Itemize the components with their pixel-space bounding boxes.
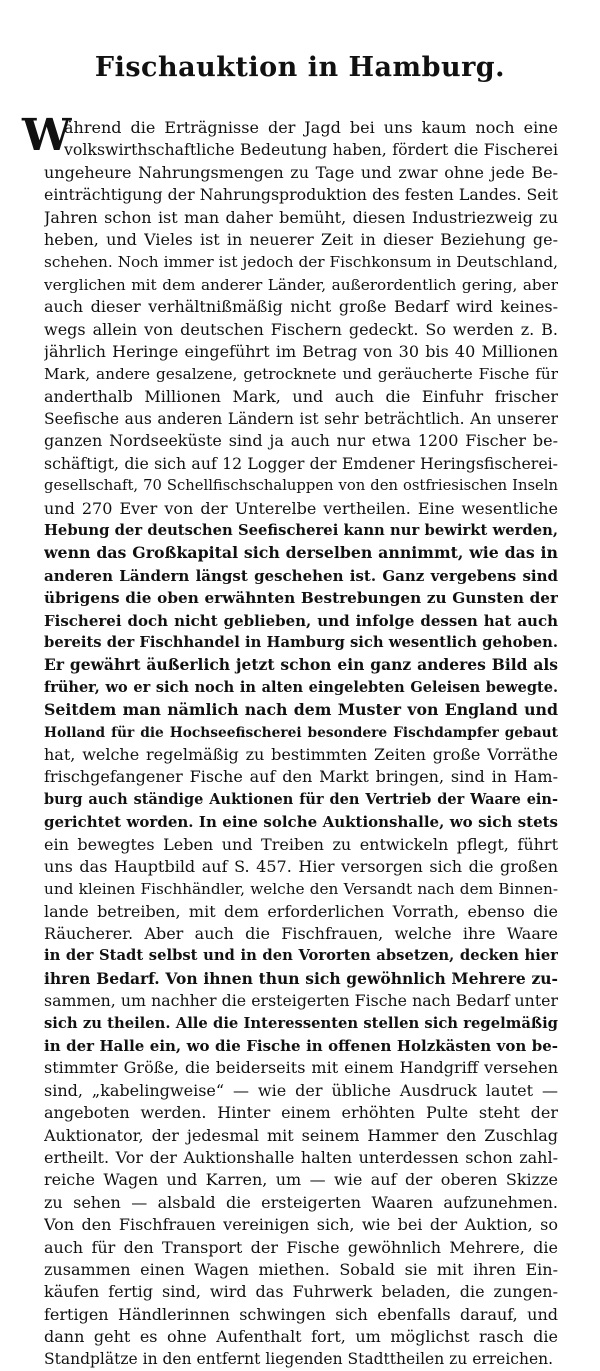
text-line: dann geht es ohne Aufenthalt fort, um möglichst rasch die: [44, 1327, 558, 1347]
text-line: schehen. Noch immer ist jedoch der Fischkonsum in Deutschland,: [44, 253, 558, 272]
text-line: bereits der Fischhandel in Hamburg sich wesentlich gehoben.: [44, 633, 558, 651]
text-line: schäftigt, die sich auf 12 Logger der Emdener Heringsfischerei-: [44, 453, 558, 473]
article-title: Fischauktion in Hamburg.: [94, 52, 506, 83]
text-line: fertigen Händlerinnen schwingen sich ebenfalls darauf, und: [44, 1304, 558, 1324]
text-line: Von den Fischfrauen vereinigen sich, wie bei der Auktion, so: [44, 1215, 558, 1235]
text-line: zusammen einen Wagen miethen. Sobald sie mit ihren Ein-: [44, 1259, 558, 1279]
text-line: ertheilt. Vor der Auktionshalle halten unterdessen schon zahl-: [44, 1147, 558, 1167]
text-line: sammen, um nachher die ersteigerten Fische nach Bedarf unter: [44, 991, 558, 1011]
text-line: Seitdem man nämlich nach dem Muster von England und: [44, 700, 558, 720]
text-line: ganzen Nordseeküste sind ja auch nur etwa 1200 Fischer be-: [44, 431, 558, 451]
text-line: und kleinen Fischhändler, welche den Versandt nach dem Binnen-: [44, 880, 558, 899]
text-line: sind, „kabelingweise“ — wie der übliche Ausdruck lautet —: [44, 1080, 558, 1100]
text-line: Holland für die Hochseefischerei besondere Fischdampfer gebaut: [44, 724, 558, 741]
text-line: ährend die Erträgnisse der Jagd bei uns kaum noch eine: [64, 118, 558, 137]
text-line: jährlich Heringe eingeführt im Betrag von 30 bis 40 Millionen: [44, 341, 558, 361]
text-line: Seefische aus anderen Ländern ist sehr beträchtlich. An unserer: [44, 410, 558, 429]
text-line: wegs allein von deutschen Fischern gedeckt. So werden z. B.: [44, 319, 558, 339]
text-line: wenn das Großkapital sich derselben annimmt, wie das in: [44, 543, 558, 563]
text-line: anderen Ländern längst geschehen ist. Ganz vergebens sind: [44, 566, 558, 585]
text-line: übrigens die oben erwähnten Bestrebungen zu Gunsten der: [44, 589, 558, 608]
text-line: heben, und Vieles ist in neuerer Zeit in dieser Beziehung ge-: [44, 229, 558, 249]
text-line: zu sehen — alsbald die ersteigerten Waaren aufzunehmen.: [44, 1192, 558, 1212]
text-line: in der Halle ein, wo die Fische in offenen Holzkästen von be-: [44, 1037, 558, 1056]
text-line: Jahren schon ist man daher bemüht, diesen Industriezweig zu: [44, 207, 558, 227]
drop-cap-initial: W: [22, 110, 72, 161]
text-line: gerichtet worden. In eine solche Auktionshalle, wo sich stets: [44, 813, 558, 832]
text-line: auch dieser verhältnißmäßig nicht große Bedarf wird keines-: [44, 297, 558, 317]
text-line: uns das Hauptbild auf S. 457. Hier versorgen sich die großen: [44, 856, 558, 876]
text-line: sich zu theilen. Alle die Interessenten stellen sich regelmäßig: [44, 1014, 558, 1032]
text-line: Fischerei doch nicht geblieben, und infolge dessen hat auch: [44, 611, 558, 630]
text-line: einträchtigung der Nahrungsproduktion des festen Landes. Seit: [44, 185, 558, 205]
text-line: früher, wo er sich noch in alten eingelebten Geleisen bewegte.: [44, 678, 558, 696]
text-line: und 270 Ever von der Unterelbe vertheilen. Eine wesentliche: [44, 498, 558, 518]
text-line: Hebung der deutschen Seefischerei kann nur bewirkt werden,: [44, 522, 558, 540]
text-line: Standplätze in den entfernt liegenden Stadttheilen zu erreichen.: [44, 1350, 554, 1369]
text-line: frischgefangener Fische auf den Markt bringen, sind in Ham-: [44, 767, 558, 787]
text-line: gesellschaft, 70 Schellfischschaluppen von den ostfriesischen Inseln: [44, 477, 558, 495]
text-line: käufen fertig sind, wird das Fuhrwerk beladen, die zungen-: [44, 1282, 558, 1302]
text-line: auch für den Transport der Fische gewöhnlich Mehrere, die: [44, 1237, 558, 1257]
text-line: in der Stadt selbst und in den Vororten absetzen, decken hier: [44, 947, 558, 965]
text-line: Mark, andere gesalzene, getrocknete und geräucherte Fische für: [44, 365, 558, 384]
text-line: ihren Bedarf. Von ihnen thun sich gewöhnlich Mehrere zu-: [44, 968, 558, 988]
text-line: anderthalb Millionen Mark, und auch die Einfuhr frischer: [44, 386, 558, 406]
text-line: lande betreiben, mit dem erforderlichen Vorrath, ebenso die: [44, 901, 558, 921]
text-line: stimmter Größe, die beiderseits mit einem Handgriff versehen: [44, 1058, 558, 1078]
text-line: Auktionator, der jedesmal mit seinem Hammer den Zuschlag: [44, 1125, 558, 1145]
text-line: angeboten werden. Hinter einem erhöhten Pulte steht der: [44, 1103, 558, 1123]
text-line: ein bewegtes Leben und Treiben zu entwickeln pflegt, führt: [44, 834, 558, 854]
text-line: Er gewährt äußerlich jetzt schon ein ganz anderes Bild als: [44, 655, 558, 675]
text-line: hat, welche regelmäßig zu bestimmten Zeiten große Vorräthe: [44, 744, 558, 764]
text-line: Räucherer. Aber auch die Fischfrauen, welche ihre Waare: [44, 924, 558, 944]
text-line: verglichen mit dem anderer Länder, außerordentlich gering, aber: [44, 275, 558, 294]
text-line: reiche Wagen und Karren, um — wie auf der oberen Skizze: [44, 1170, 558, 1190]
text-line: burg auch ständige Auktionen für den Vertrieb der Waare ein-: [44, 790, 558, 808]
text-line: ungeheure Nahrungsmengen zu Tage und zwar ohne jede Be-: [44, 162, 558, 182]
text-line: volkswirthschaftliche Bedeutung haben, fördert die Fischerei: [64, 140, 558, 160]
article-body: [44, 117, 558, 1371]
